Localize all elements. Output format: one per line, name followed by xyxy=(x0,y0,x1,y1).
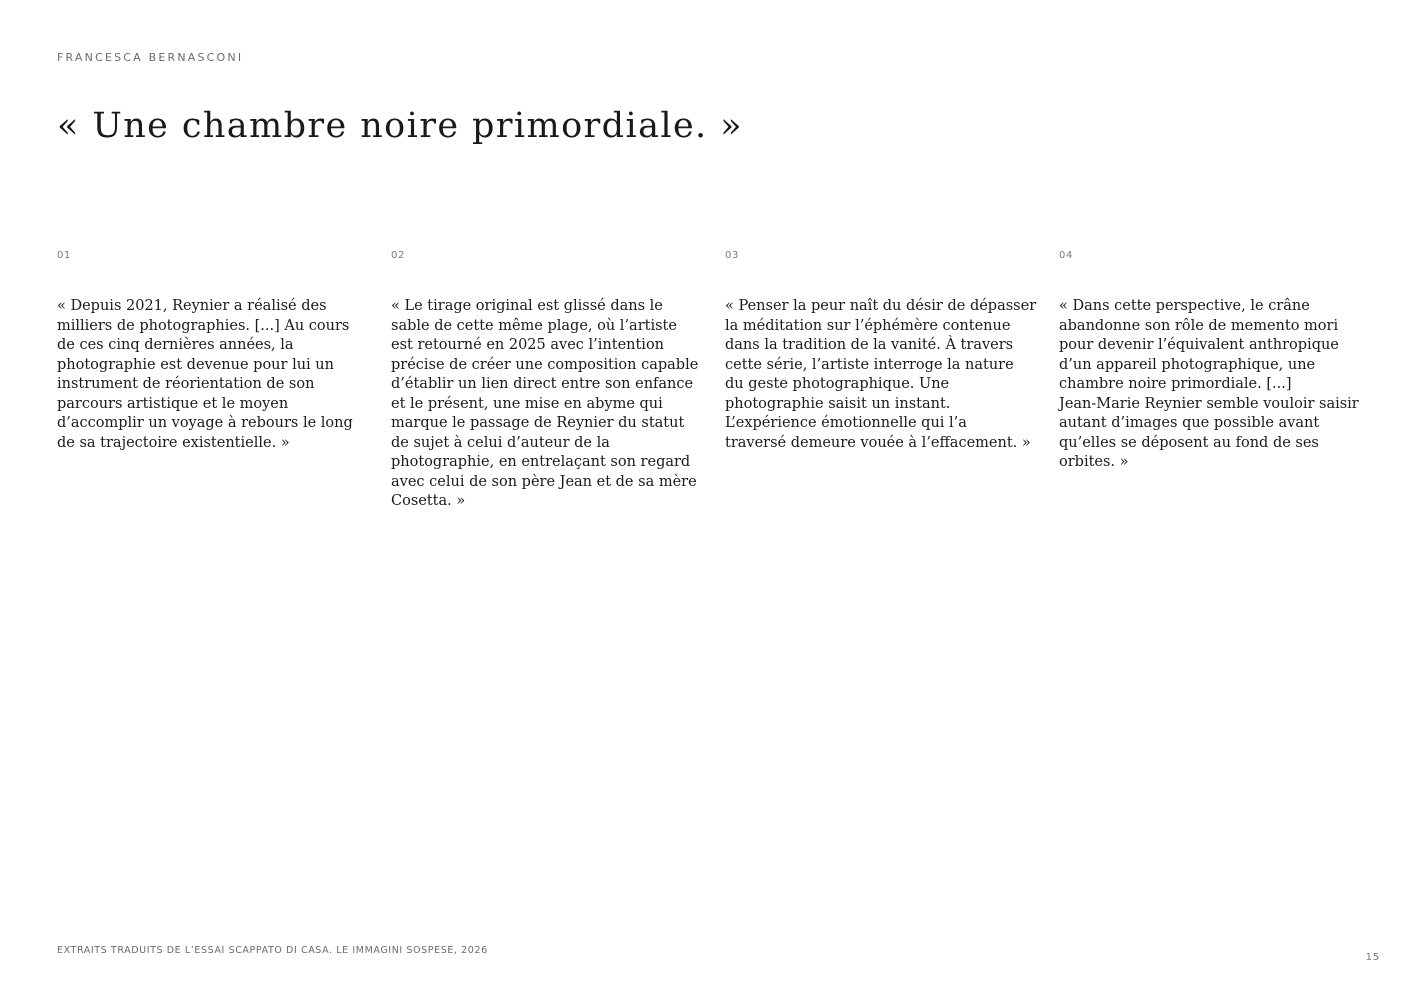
author-name: FRANCESCA BERNASCONI xyxy=(57,51,244,64)
excerpt-line: Cosetta. » xyxy=(391,493,466,509)
excerpt-line: « Penser la peur naît du désir de dépasser xyxy=(725,298,1037,314)
excerpt-line: L’expérience émotionnelle qui l’a xyxy=(725,415,967,431)
excerpt-line: traversé demeure vouée à l’effacement. » xyxy=(725,434,1031,451)
excerpt-line: avec celui de son père Jean et de sa mère xyxy=(391,473,697,490)
excerpt-line: « Le tirage original est glissé dans le xyxy=(391,298,663,314)
excerpt-line: de sa trajectoire existentielle. » xyxy=(57,434,290,451)
excerpt-column-01 xyxy=(57,250,377,453)
page-number: 15 xyxy=(1365,952,1380,963)
excerpt-line: la méditation sur l’éphémère contenue xyxy=(725,317,1011,334)
excerpt-column-02 xyxy=(391,250,711,512)
page-title: « Une chambre noire primordiale. » xyxy=(57,106,743,146)
excerpt-line: de sujet à celui d’auteur de la xyxy=(391,434,610,451)
excerpt-line: photographie saisit un instant. xyxy=(725,395,951,412)
excerpt-text xyxy=(725,297,1045,453)
excerpt-text xyxy=(391,297,711,512)
excerpt-line: d’établir un lien direct entre son enfance xyxy=(391,376,694,392)
excerpt-number: 02 xyxy=(391,250,405,261)
excerpt-line: d’accomplir un voyage à rebours le long xyxy=(57,415,353,431)
excerpt-text xyxy=(1059,297,1379,473)
excerpt-line: cette série, l’artiste interroge la nature xyxy=(725,356,1014,373)
excerpt-column-04 xyxy=(1059,250,1379,473)
excerpt-number: 01 xyxy=(57,250,71,261)
excerpt-line: marque le passage de Reynier du statut xyxy=(391,415,685,431)
excerpt-line: dans la tradition de la vanité. À travers xyxy=(725,337,1014,353)
excerpt-line: de ces cinq dernières années, la xyxy=(57,337,294,353)
excerpt-column-03 xyxy=(725,250,1045,453)
excerpt-line: abandonne son rôle de memento mori xyxy=(1059,317,1339,334)
excerpt-text xyxy=(57,297,377,453)
excerpt-line: orbites. » xyxy=(1059,454,1129,470)
excerpt-line: et le présent, une mise en abyme qui xyxy=(391,395,663,412)
excerpt-line: sable de cette même plage, où l’artiste xyxy=(391,317,677,334)
excerpt-line: photographie est devenue pour lui un xyxy=(57,356,334,373)
excerpt-line: d’un appareil photographique, une xyxy=(1059,356,1316,373)
excerpt-line: chambre noire primordiale. [...] xyxy=(1059,376,1292,392)
excerpt-line: « Depuis 2021, Reynier a réalisé des xyxy=(57,298,327,314)
excerpt-line: milliers de photographies. [...] Au cours xyxy=(57,317,350,334)
excerpt-line: photographie, en entrelaçant son regard xyxy=(391,454,691,470)
excerpt-line: qu’elles se déposent au fond de ses xyxy=(1059,434,1319,451)
excerpt-line: « Dans cette perspective, le crâne xyxy=(1059,298,1310,314)
excerpt-line: instrument de réorientation de son xyxy=(57,376,315,392)
excerpt-line: autant d’images que possible avant xyxy=(1059,415,1320,431)
excerpt-line: est retourné en 2025 avec l’intention xyxy=(391,337,665,353)
excerpt-line: pour devenir l’équivalent anthropique xyxy=(1059,337,1339,353)
source-note: EXTRAITS TRADUITS DE L’ESSAI SCAPPATO DI CASA. LE IMMAGINI SOSPESE, 2026 xyxy=(57,945,488,956)
excerpt-line: Jean-Marie Reynier semble vouloir saisir xyxy=(1059,395,1359,412)
excerpt-number: 03 xyxy=(725,250,739,261)
excerpt-line: précise de créer une composition capable xyxy=(391,356,699,373)
excerpt-line: du geste photographique. Une xyxy=(725,376,950,392)
excerpt-number: 04 xyxy=(1059,250,1073,261)
excerpt-line: parcours artistique et le moyen xyxy=(57,395,289,412)
